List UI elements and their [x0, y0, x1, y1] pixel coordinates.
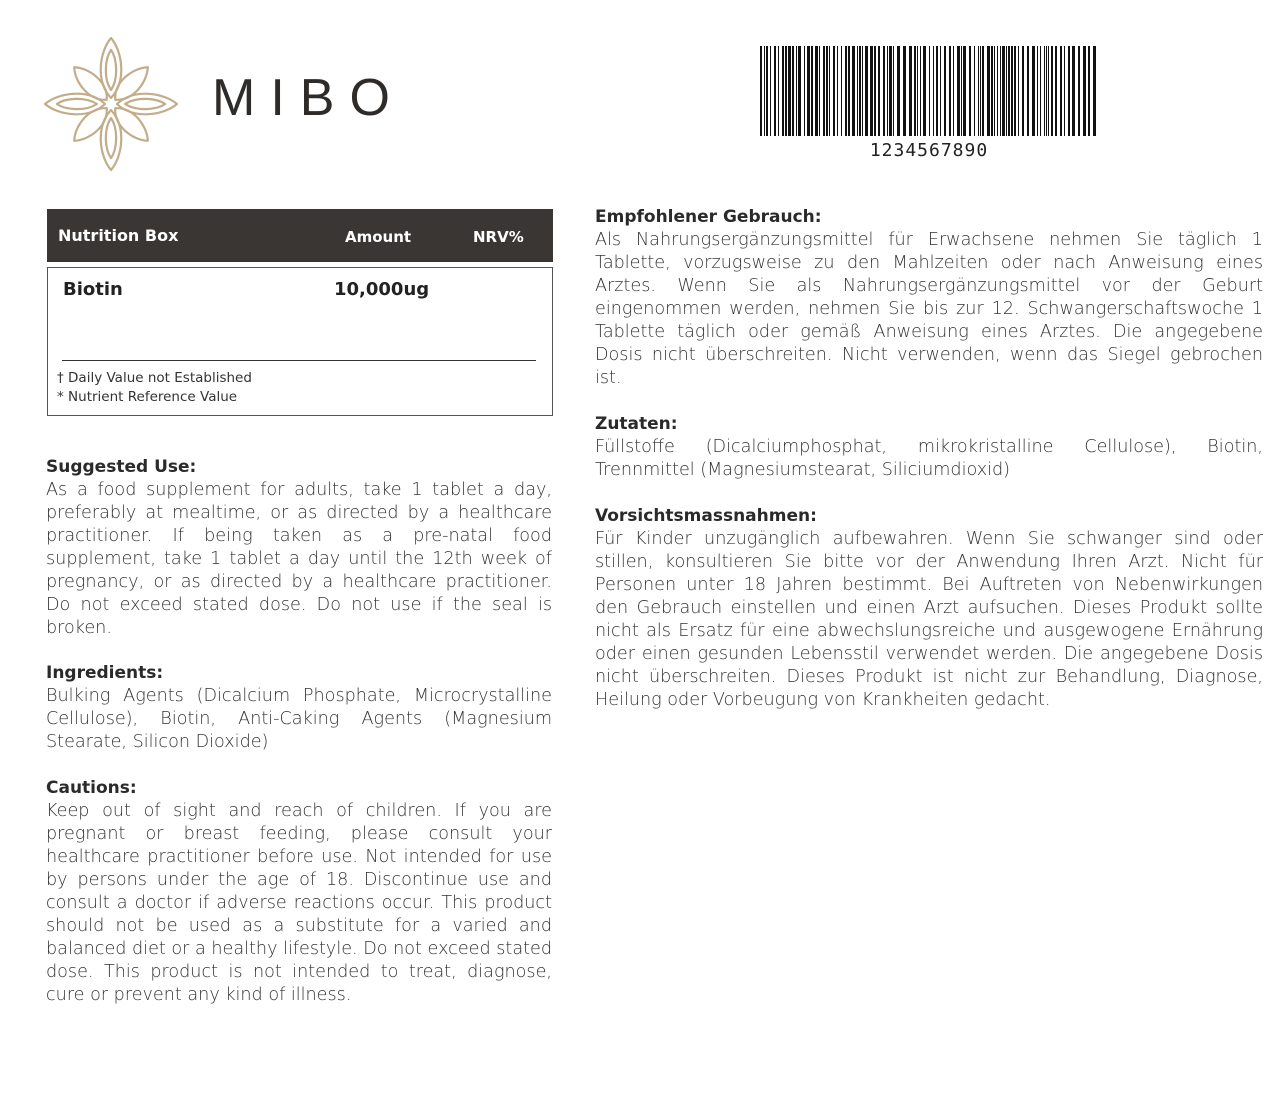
nutrition-box-title: Nutrition Box: [58, 226, 179, 245]
barcode-bar: [1083, 46, 1086, 136]
barcode-bar: [819, 46, 820, 136]
barcode-bar: [1040, 46, 1041, 136]
section-title: Suggested Use:: [46, 457, 197, 477]
section-text: Für Kinder unzugänglich aufbewahren. Wenn Sie schwanger sind oder stillen, konsultieren Sie bitte vor der Anwendung Ihren Arzt. Nicht für Personen unter 18 Jahren bestimmt. Bei Auftreten von Nebenwirkungen den Gebrauch einstellen und einen Arzt aufsuchen. Dieses Produkt sollte nicht als Ersatz für eine abwechslungsreiche und ausgewogene Ernährung oder einen gesunden Lebensstil verwendet werden. Die angegebene Dosis nicht überschreiten. Dieses Produkt ist nicht zur Behandlung, Diagnose, Heilung oder Vorbeugung von Krankheiten gedacht.: [595, 529, 1263, 710]
nutrition-box-body: [47, 267, 553, 416]
barcode-bar: [1088, 46, 1090, 136]
barcode-bar: [823, 46, 825, 136]
barcode-bar: [914, 46, 916, 136]
barcode-bar: [833, 46, 835, 136]
barcode-bar: [782, 46, 784, 136]
barcode-bar: [1037, 46, 1038, 136]
barcode-bar: [997, 46, 998, 136]
barcode-bar: [1055, 46, 1057, 136]
barcode-bar: [923, 46, 926, 136]
barcode-bar: [936, 46, 938, 136]
barcode-bar: [770, 46, 771, 136]
barcode-bar: [766, 46, 768, 136]
barcode-bar: [870, 46, 873, 136]
divider: [62, 360, 536, 361]
barcode-bar: [944, 46, 946, 136]
barcode-bar: [865, 46, 868, 136]
barcode-bar: [1011, 46, 1013, 136]
nutrient-name: Biotin: [63, 279, 123, 300]
barcode-bar: [778, 46, 779, 136]
ingredients-section: [46, 662, 552, 754]
barcode-bar: [978, 46, 979, 136]
lotus-petal-inner: [57, 99, 97, 109]
barcode-bar: [1048, 46, 1049, 136]
barcode-bar: [874, 46, 876, 136]
zutaten-section: [595, 413, 1263, 482]
barcode-bar: [845, 46, 847, 136]
barcode-bar: [1008, 46, 1010, 136]
barcode-bar: [982, 46, 984, 136]
barcode-bar: [883, 46, 885, 136]
barcode-bar: [1044, 46, 1045, 136]
barcode-bar: [1068, 46, 1070, 136]
barcode-bar: [957, 46, 960, 136]
vorsichtsmassnahmen-section: [595, 505, 1263, 712]
barcode-bar: [1046, 46, 1047, 136]
barcode-bar: [940, 46, 941, 136]
lotus-petal-inner: [106, 118, 116, 158]
section-text: Füllstoffe (Dicalciumphosphat, mikrokristalline Cellulose), Biotin, Trennmittel (Magnesiumstearat, Siliciumdioxid): [595, 437, 1263, 480]
barcode-bar: [987, 46, 990, 136]
section-text: Als Nahrungsergänzungsmittel für Erwachsene nehmen Sie täglich 1 Tablette, vorzugsweise zu den Mahlzeiten oder nach Anweisung eines Arztes. Wenn Sie als Nahrungsergänzungsmittel vor der Geburt eingenommen werden, nehmen Sie bis zur 12. Schwangerschaftswoche 1 Tablette täglich oder gemäß Anweisung eines Arztes. Die angegebene Dosis nicht überschreiten. Nicht verwenden, wenn das Siegel gebrochen ist.: [595, 230, 1263, 388]
barcode-bar: [774, 46, 776, 136]
barcode-bar: [760, 46, 762, 136]
barcode-number: 1234567890: [869, 140, 989, 161]
nrv-header: NRV%: [473, 228, 524, 246]
barcode-bar: [788, 46, 791, 136]
nutrient-amount: 10,000ug: [334, 279, 430, 300]
section-text: As a food supplement for adults, take 1 tablet a day, preferably at mealtime, or as directed by a healthcare practitioner. If being taken as a pre-natal food supplement, take 1 tablet a day until the 12th week of pregnancy, or as directed by a healthcare practitioner. Do not exceed stated dose. Do not use if the seal is broken.: [46, 480, 552, 638]
barcode-bar: [859, 46, 861, 136]
barcode-bar: [1002, 46, 1005, 136]
barcode-bar: [857, 46, 858, 136]
barcode-bar: [974, 46, 975, 136]
barcode-bar: [1018, 46, 1019, 136]
barcode-bar: [848, 46, 850, 136]
barcode-bar: [1060, 46, 1062, 136]
barcode-bar: [764, 46, 765, 136]
section-title: Cautions:: [46, 778, 137, 798]
barcode-bar: [991, 46, 993, 136]
barcode-bar: [807, 46, 810, 136]
barcode-bar: [1027, 46, 1029, 136]
barcode-bar: [903, 46, 906, 136]
barcode: [759, 46, 1099, 136]
barcode-bar: [933, 46, 934, 136]
lotus-petal-inner: [106, 50, 116, 90]
barcode-bar: [963, 46, 966, 136]
barcode-bar: [862, 46, 863, 136]
barcode-bar: [798, 46, 801, 136]
barcode-bar: [887, 46, 888, 136]
section-title: Zutaten:: [595, 414, 678, 434]
suggested-use-section: [46, 456, 552, 640]
section-title: Ingredients:: [46, 663, 164, 683]
barcode-bar: [994, 46, 995, 136]
barcode-bar: [826, 46, 828, 136]
barcode-bar: [804, 46, 805, 136]
barcode-bar: [1078, 46, 1080, 136]
barcode-bar: [837, 46, 838, 136]
barcode-bar: [1051, 46, 1053, 136]
section-title: Empfohlener Gebrauch:: [595, 207, 822, 227]
barcode-bar: [1064, 46, 1065, 136]
barcode-bar: [852, 46, 855, 136]
barcode-bar: [878, 46, 880, 136]
barcode-bar: [815, 46, 818, 136]
barcode-bar: [1014, 46, 1016, 136]
barcode-bar: [841, 46, 842, 136]
barcode-bar: [889, 46, 892, 136]
barcode-bar: [1093, 46, 1096, 136]
amount-header: Amount: [345, 228, 412, 246]
barcode-bar: [909, 46, 912, 136]
barcode-bar: [785, 46, 787, 136]
barcode-bar: [929, 46, 930, 136]
barcode-bar: [920, 46, 921, 136]
barcode-bar: [829, 46, 830, 136]
nutrition-box-header: [47, 209, 553, 262]
barcode-bar: [1032, 46, 1035, 136]
barcode-bar: [1006, 46, 1007, 136]
barcode-bar: [969, 46, 971, 136]
barcode-bar: [893, 46, 894, 136]
barcode-bar: [811, 46, 813, 136]
barcode-bar: [1000, 46, 1001, 136]
section-text: Bulking Agents (Dicalcium Phosphate, Microcrystalline Cellulose), Biotin, Anti-Caking Agents (Magnesium Stearate, Silicon Dioxide): [46, 686, 552, 752]
section-title: Vorsichtsmassnahmen:: [595, 506, 817, 526]
barcode-bar: [949, 46, 951, 136]
section-text: Keep out of sight and reach of children. If you are pregnant or breast feeding, please consult your healthcare practitioner before use. Not intended for use by persons under the age of 18. Discontinue use and consult a doctor if adverse reactions occur. This product should not be used as a substitute for a varied and balanced diet or a healthy lifestyle. Do not exceed stated dose. This product is not intended to treat, diagnose, cure or prevent any kind of illness.: [46, 801, 552, 1005]
barcode-bar: [953, 46, 954, 136]
lotus-logo-icon: [40, 36, 182, 172]
barcode-bar: [1072, 46, 1075, 136]
footnote-nrv: * Nutrient Reference Value: [57, 389, 238, 405]
lotus-petal-inner: [125, 99, 165, 109]
barcode-bar: [897, 46, 900, 136]
barcode-bar: [792, 46, 794, 136]
footnote-daily-value: † Daily Value not Established: [57, 370, 252, 386]
barcode-bar: [796, 46, 797, 136]
brand-name: MIBO: [212, 69, 405, 127]
barcode-bar: [961, 46, 962, 136]
cautions-section: [46, 777, 552, 1007]
barcode-bar: [980, 46, 981, 136]
empfohlener-gebrauch-section: [595, 206, 1263, 390]
barcode-bar: [917, 46, 918, 136]
barcode-bar: [1022, 46, 1024, 136]
